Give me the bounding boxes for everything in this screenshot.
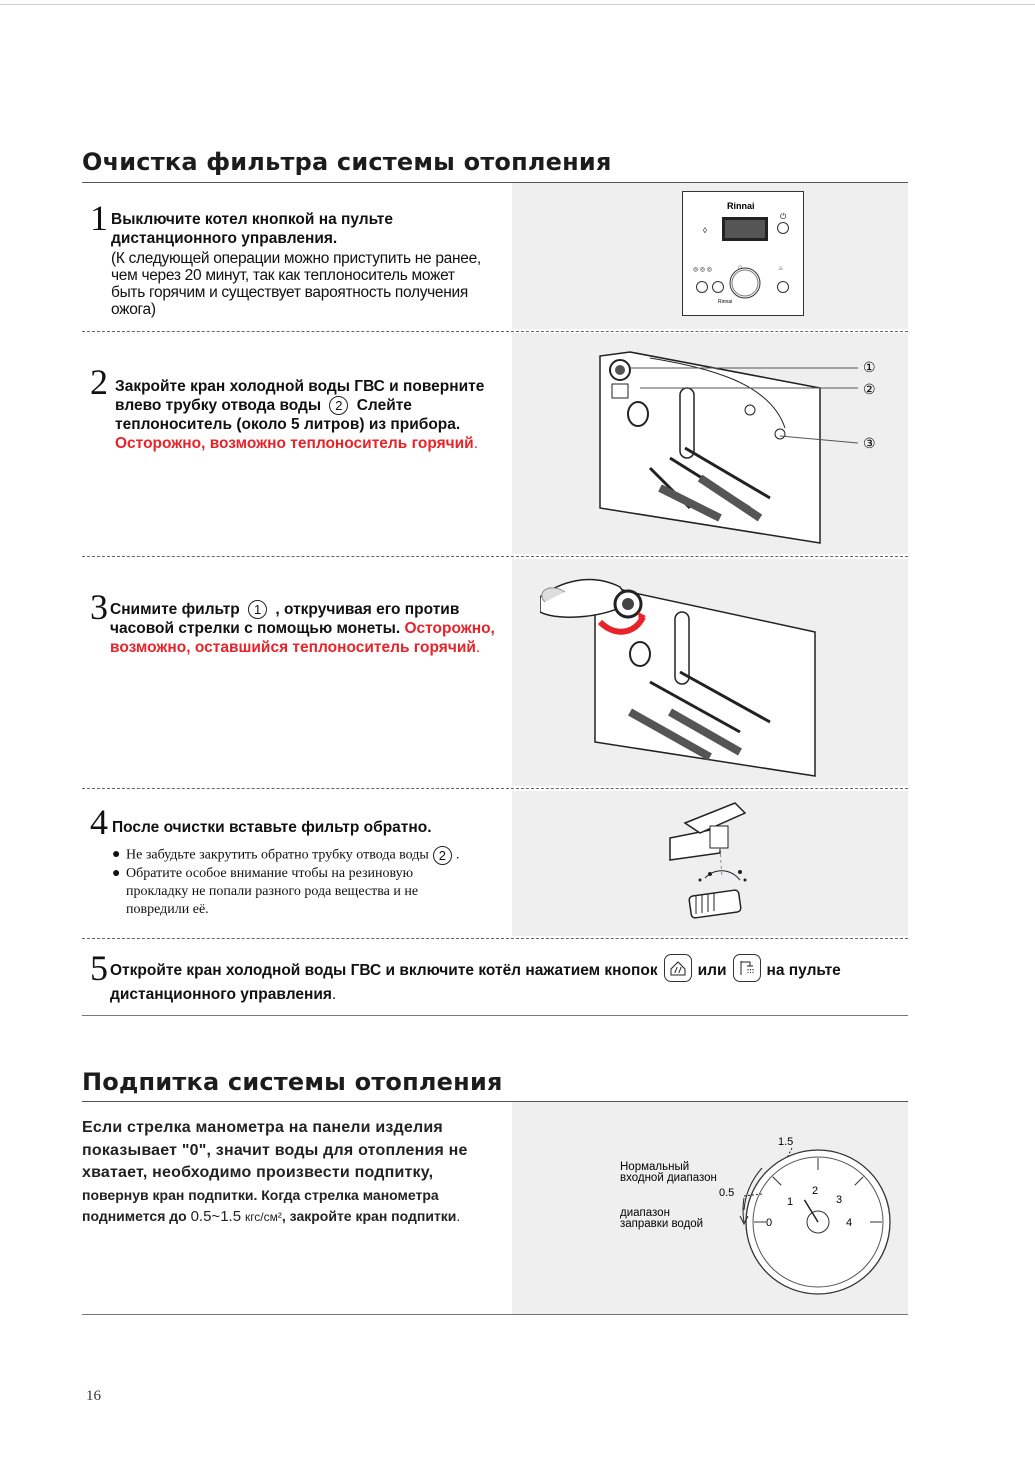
gauge-label-0: 0 [766, 1217, 773, 1229]
pressure-unit: кгс/см² [244, 1209, 282, 1224]
gauge-label-4: 4 [846, 1217, 853, 1229]
callout-1: ① [863, 359, 876, 375]
svg-text:◎ ◎ ◎: ◎ ◎ ◎ [693, 267, 713, 273]
step-1-instruction: Выключите котел кнопкой на пульте дистанционного управления. [111, 211, 394, 247]
mark-high: 1.5 [778, 1136, 794, 1148]
pressure-gauge [612, 1130, 902, 1310]
divider [82, 331, 908, 332]
shower-key-icon [733, 954, 761, 982]
step-number: 3 [90, 587, 108, 627]
refill-end: . [456, 1207, 461, 1224]
step-5-or: или [697, 962, 727, 980]
step-2-warning: Осторожно, возможно теплоноситель горячий [115, 435, 474, 453]
step-4 [112, 818, 512, 919]
fill-range-label-2: заправки водой [620, 1218, 704, 1230]
pressure-range: 0.5~1.5 [190, 1207, 242, 1225]
callout-3: ③ [863, 435, 876, 451]
bullet-1-text: Не забудьте закрутить обратно трубку отвода воды [126, 847, 429, 863]
step-2 [115, 377, 505, 453]
remote-brand: Rinnai [727, 201, 755, 211]
bullet-1-end: . [455, 847, 460, 863]
section-rule [82, 1101, 908, 1102]
gauge-label-3: 3 [836, 1194, 843, 1206]
mark-low: 0.5 [719, 1187, 735, 1199]
refill-text-b: повернув кран подпитки. Когда стрелка манометра поднимется до [82, 1186, 439, 1224]
gauge-label-2: 2 [812, 1185, 819, 1197]
step-number: 4 [90, 802, 108, 842]
step-3-instruction-b: , откручивая его против часовой стрелки с помощью монеты. [110, 601, 460, 638]
normal-range-label-1: Нормальный [620, 1161, 690, 1173]
callout-circle: 2 [329, 396, 348, 415]
section-end-rule [82, 1314, 908, 1315]
step-3-instruction-a: Снимите фильтр [110, 601, 240, 618]
refill-instructions [82, 1117, 507, 1228]
step-5-instruction-c: дистанционного управления [110, 986, 332, 1003]
svg-text:Rinnai: Rinnai [718, 299, 733, 305]
callout-2: ② [863, 381, 876, 397]
step-4-bullet-1: ● Не забудьте закрутить обратно трубку отвода воды 2 . [112, 847, 460, 863]
divider [82, 788, 908, 789]
top-rule [0, 4, 1035, 5]
divider [82, 938, 908, 939]
step-2-instruction-b: Слейте теплоноситель (около 5 литров) из прибора. [115, 397, 461, 434]
step-3-warning: Осторожно, возможно, оставшийся теплоноситель горячий [110, 620, 495, 657]
divider [82, 556, 908, 557]
step-5-instruction-b: на пульте [766, 962, 841, 980]
step-1-note: (К следующей операции можно приступить не ранее, чем через 20 минут, так как теплоноситель может быть горячим и существует вароятность получения ожога) [111, 250, 481, 318]
heating-key-icon [664, 954, 692, 982]
filter-removal-illustration [540, 562, 830, 780]
step-number: 5 [90, 948, 108, 988]
svg-text:♨: ♨ [778, 266, 784, 272]
section-title-filter-cleaning: Очистка фильтра системы отопления [82, 148, 612, 176]
refill-text-c: , закройте кран подпитки [281, 1207, 457, 1224]
step-3 [110, 600, 510, 657]
gauge-label-1: 1 [787, 1196, 794, 1208]
step-4-bullet-2: ● Обратите особое внимание чтобы на резиновую прокладку не попали разного рода вещества и не повредили её. [112, 866, 419, 917]
step-5-instruction-a: Откройте кран холодной воды ГВС и включите котёл нажатием кнопок [110, 962, 658, 980]
svg-text:◊: ◊ [703, 226, 707, 235]
step-2-instruction-a: Закройте кран холодной воды ГВС и поверните влево трубку отвода воды [115, 378, 485, 414]
step-3-end: . [475, 639, 481, 657]
bullet-2-text: Обратите особое внимание чтобы на резиновую прокладку не попали разного рода вещества и не повредили её. [126, 866, 419, 917]
callout-circle: 2 [433, 846, 452, 865]
step-5-end: . [331, 986, 337, 1003]
fill-range-label-1: диапазон [620, 1207, 670, 1219]
remote-controller-illustration [682, 191, 804, 316]
refill-text-a: Если стрелка манометра на панели изделия показывает "0", значит воды для отопления не хватает, необходимо произвести подпитку, [82, 1119, 468, 1181]
step-5 [110, 957, 910, 1005]
step-4-instruction: После очистки вставьте фильтр обратно. [112, 819, 432, 836]
boiler-drain-illustration [590, 348, 890, 548]
section-end-rule [82, 1015, 908, 1016]
step-1 [111, 210, 491, 318]
normal-range-label-2: входной диапазон [620, 1172, 717, 1184]
svg-text:⏻: ⏻ [780, 212, 787, 221]
step-2-end: . [473, 435, 478, 453]
page-number: 16 [86, 1388, 101, 1404]
section-title-system-refill: Подпитка системы отопления [82, 1068, 503, 1096]
callout-circle: 1 [248, 600, 267, 619]
step-number: 1 [90, 198, 108, 238]
step-number: 2 [90, 362, 108, 402]
svg-text:⌂: ⌂ [738, 264, 743, 271]
faucet-illustration [660, 798, 775, 920]
